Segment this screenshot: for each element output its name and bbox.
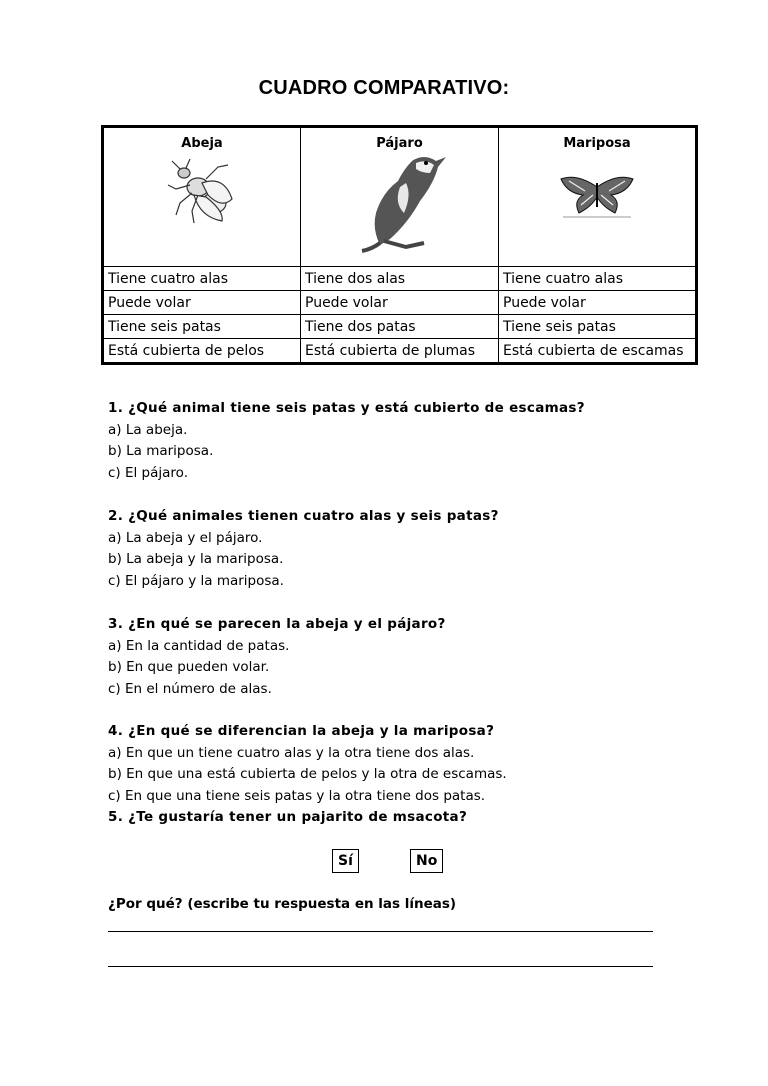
option-item[interactable]: c) El pájaro. (108, 464, 188, 481)
table-cell: Está cubierta de pelos (103, 339, 301, 364)
why-prompt: ¿Por qué? (escribe tu respuesta en las líneas) (108, 896, 457, 912)
table-cell: Está cubierta de escamas (499, 339, 697, 364)
option-item[interactable]: b) La mariposa. (108, 443, 214, 460)
option-item[interactable]: c) En el número de alas. (108, 680, 272, 697)
option-item[interactable]: b) En que pueden volar. (108, 659, 270, 676)
header-cell-bee (103, 127, 301, 267)
table-cell: Tiene cuatro alas (103, 267, 301, 291)
answer-line[interactable] (108, 931, 653, 932)
table-header-row (103, 127, 697, 267)
question-text: 3. ¿En qué se parecen la abeja y el pájaro? (108, 616, 446, 632)
question-3 (108, 614, 446, 700)
question-text-5: 5. ¿Te gustaría tener un pajarito de msacota? (108, 809, 468, 826)
answer-line[interactable] (108, 966, 653, 967)
header-label-bee: Abeja (181, 136, 223, 151)
question-text: 4. ¿En qué se diferencian la abeja y la mariposa? (108, 723, 495, 739)
table-row (103, 339, 697, 364)
header-label-bird: Pájaro (376, 136, 423, 151)
option-item[interactable]: c) El pájaro y la mariposa. (108, 572, 284, 589)
question-text: 1. ¿Qué animal tiene seis patas y está cubierto de escamas? (108, 400, 585, 416)
header-cell-bird (301, 127, 499, 267)
option-item[interactable]: a) La abeja. (108, 421, 188, 438)
page-title: CUADRO COMPARATIVO: (258, 77, 510, 99)
table-cell: Puede volar (103, 291, 301, 315)
option-item[interactable]: a) En la cantidad de patas. (108, 637, 290, 654)
table-cell: Tiene dos alas (301, 267, 499, 291)
header-label-butterfly: Mariposa (563, 136, 631, 151)
no-answer-box[interactable]: No (410, 849, 443, 873)
table-row (103, 315, 697, 339)
question-4 (108, 721, 507, 829)
table-cell: Puede volar (301, 291, 499, 315)
question-text: 2. ¿Qué animales tienen cuatro alas y seis patas? (108, 508, 499, 524)
bird-illustration (350, 143, 450, 253)
option-item[interactable]: b) En que una está cubierta de pelos y la otra de escamas. (108, 766, 507, 783)
bee-illustration (162, 159, 242, 231)
table-cell: Tiene seis patas (103, 315, 301, 339)
butterfly-illustration (557, 173, 637, 221)
question-1 (108, 398, 585, 484)
yes-answer-box[interactable]: Sí (332, 849, 359, 873)
header-cell-butterfly (499, 127, 697, 267)
question-2 (108, 506, 499, 592)
table-cell: Tiene seis patas (499, 315, 697, 339)
table-row (103, 267, 697, 291)
option-item[interactable]: c) En que una tiene seis patas y la otra tiene dos patas. (108, 787, 486, 804)
table-cell: Tiene cuatro alas (499, 267, 697, 291)
comparison-table (101, 125, 698, 365)
table-cell: Está cubierta de plumas (301, 339, 499, 364)
option-item[interactable]: b) La abeja y la mariposa. (108, 551, 284, 568)
table-row (103, 291, 697, 315)
option-item[interactable]: a) En que un tiene cuatro alas y la otra tiene dos alas. (108, 744, 475, 761)
option-item[interactable]: a) La abeja y el pájaro. (108, 529, 263, 546)
table-cell: Puede volar (499, 291, 697, 315)
table-cell: Tiene dos patas (301, 315, 499, 339)
